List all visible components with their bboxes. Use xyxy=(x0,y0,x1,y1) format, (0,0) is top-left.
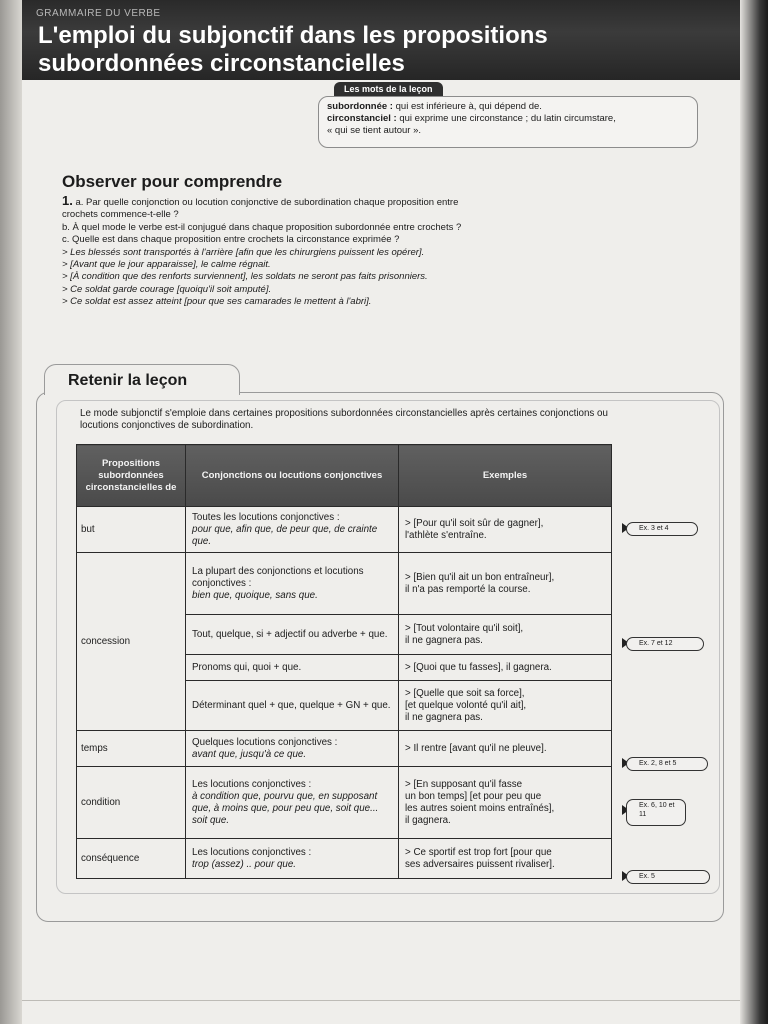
page-binding-shadow xyxy=(0,0,22,1024)
question-b: b. À quel mode le verbe est-il conjugué dans chaque proposition subordonnée entre crochets ? xyxy=(62,221,462,233)
category-cell: temps xyxy=(77,731,186,767)
example-sentence: > [À condition que des renforts surviennent], les soldats ne seront pas faits prisonniers. xyxy=(62,271,428,283)
page-edge-shadow xyxy=(740,0,768,1024)
conjunction-cell: Pronoms qui, quoi + que. xyxy=(186,655,399,681)
table-row xyxy=(77,731,612,767)
example-cell: > [Tout volontaire qu'il soit], il ne gagnera pas. xyxy=(399,615,612,655)
exercise-ref-badge[interactable]: Ex. 6, 10 et 11 xyxy=(626,799,686,826)
textbook-page xyxy=(22,0,740,1024)
category-cell: concession xyxy=(77,553,186,731)
column-header: Conjonctions ou locutions conjonctives xyxy=(186,445,399,507)
conjunction-cell: Tout, quelque, si + adjectif ou adverbe + que. xyxy=(186,615,399,655)
example-cell: > [Quoi que tu fasses], il gagnera. xyxy=(399,655,612,681)
observer-questions xyxy=(62,195,682,309)
vocab-tab: Les mots de la leçon xyxy=(334,82,443,96)
conjunction-cell: Quelques locutions conjonctives : avant que, jusqu'à ce que. xyxy=(186,731,399,767)
title-line-2: subordonnées circonstancielles xyxy=(38,50,405,77)
subjunctive-table xyxy=(76,444,612,879)
exercise-ref-badge[interactable]: Ex. 7 et 12 xyxy=(626,637,704,651)
exercise-ref-badge[interactable]: Ex. 5 xyxy=(626,870,710,884)
observer-title: Observer pour comprendre xyxy=(62,172,283,191)
page-bottom-rule xyxy=(22,1000,740,1001)
category-cell: conséquence xyxy=(77,839,186,879)
table-row xyxy=(77,839,612,879)
example-sentence: > Ce soldat est assez atteint [pour que ses camarades le mettent à l'abri]. xyxy=(62,296,372,308)
question-a-cont: crochets commence-t-elle ? xyxy=(62,209,179,221)
example-cell: > Il rentre [avant qu'il ne pleuve]. xyxy=(399,731,612,767)
table-row xyxy=(77,553,612,615)
table-row xyxy=(77,767,612,839)
conjunction-cell: Déterminant quel + que, quelque + GN + que. xyxy=(186,681,399,731)
conjunction-cell: Les locutions conjonctives : trop (assez) .. pour que. xyxy=(186,839,399,879)
category-cell: but xyxy=(77,507,186,553)
vocab-line-3: « qui se tient autour ». xyxy=(327,125,422,136)
table-row xyxy=(77,507,612,553)
column-header: Propositions subordonnées circonstancielles de xyxy=(77,445,186,507)
conjunction-cell: Toutes les locutions conjonctives : pour que, afin que, de peur que, de crainte que. xyxy=(186,507,399,553)
example-cell: > [En supposant qu'il fasse un bon temps] [et pour peu que les autres soient moins entraînés], il gagnera. xyxy=(399,767,612,839)
lesson-title: Retenir la leçon xyxy=(68,372,188,389)
question-c: c. Quelle est dans chaque proposition entre crochets la circonstance exprimée ? xyxy=(62,234,400,246)
example-cell: > [Quelle que soit sa force], [et quelque volonté qu'il ait], il ne gagnera pas. xyxy=(399,681,612,731)
title-band xyxy=(22,0,740,80)
category-cell: condition xyxy=(77,767,186,839)
conjunction-cell: Les locutions conjonctives : à condition que, pourvu que, en supposant que, à moins que, pour peu que, soit que... soit que. xyxy=(186,767,399,839)
example-sentence: > [Avant que le jour apparaisse], le calme régnait. xyxy=(62,259,271,271)
exercise-ref-badge[interactable]: Ex. 2, 8 et 5 xyxy=(626,757,708,771)
page-title xyxy=(38,22,678,78)
conjunction-cell: La plupart des conjonctions et locutions conjonctives : bien que, quoique, sans que. xyxy=(186,553,399,615)
vocab-line-1: subordonnée : qui est inférieure à, qui dépend de. xyxy=(327,101,542,112)
table-header-row xyxy=(77,445,612,507)
example-cell: > [Pour qu'il soit sûr de gagner], l'athlète s'entraîne. xyxy=(399,507,612,553)
lesson-intro: Le mode subjonctif s'emploie dans certaines propositions subordonnées circonstancielles après certaines conjonctions ou locutions conjonctives de subordination. xyxy=(80,408,608,431)
example-cell: > [Bien qu'il ait un bon entraîneur], il n'a pas remporté la course. xyxy=(399,553,612,615)
exercise-ref-badge[interactable]: Ex. 3 et 4 xyxy=(626,522,698,536)
vocab-line-2: circonstanciel : qui exprime une circonstance ; du latin circumstare, xyxy=(327,113,616,124)
example-sentence: > Ce soldat garde courage [quoiqu'il soit amputé]. xyxy=(62,283,272,295)
example-cell: > Ce sportif est trop fort [pour que ses adversaires puissent rivaliser]. xyxy=(399,839,612,879)
question-a: 1. a. Par quelle conjonction ou locution conjonctive de subordination chaque proposition entre xyxy=(62,193,459,208)
title-line-1: L'emploi du subjonctif dans les propositions xyxy=(38,22,548,49)
section-kicker: GRAMMAIRE DU VERBE xyxy=(36,8,161,19)
example-sentence: > Les blessés sont transportés à l'arrière [afin que les chirurgiens puissent les opérer]. xyxy=(62,246,425,258)
column-header: Exemples xyxy=(399,445,612,507)
vocab-box xyxy=(318,96,698,148)
